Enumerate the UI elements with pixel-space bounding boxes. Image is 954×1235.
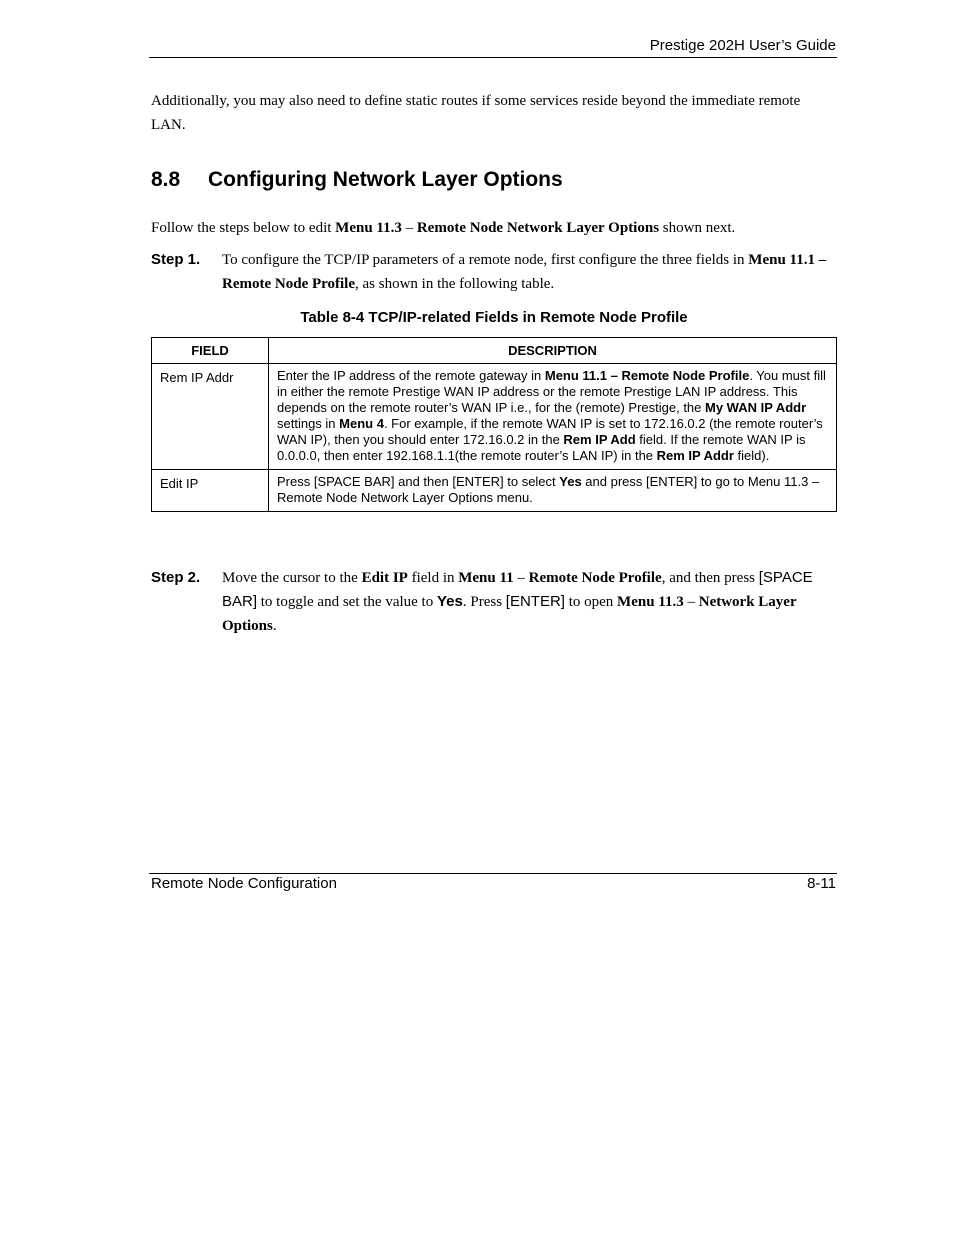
field-cell: Rem IP Addr <box>152 364 269 470</box>
table-caption: Table 8-4 TCP/IP-related Fields in Remote Node Profile <box>300 309 688 326</box>
description-cell: Press [SPACE BAR] and then [ENTER] to select Yes and press [ENTER] to go to Menu 11.3 – Remote Node Network Layer Options menu. <box>269 470 837 512</box>
header-field: FIELD <box>152 338 269 364</box>
lead-paragraph: Follow the steps below to edit Menu 11.3 – Remote Node Network Layer Options shown next. <box>151 220 736 236</box>
step-2-label: Step 2. <box>151 569 201 586</box>
section-heading <box>151 168 563 192</box>
step-1-label: Step 1. <box>151 251 201 268</box>
running-header-title: Prestige 202H User’s Guide <box>649 37 836 54</box>
fields-table <box>151 337 837 512</box>
footer-rule <box>149 873 837 874</box>
step-1 <box>151 248 837 298</box>
table-row <box>152 364 837 470</box>
step-2-text: Move the cursor to the Edit IP field in Menu 11 – Remote Node Profile, and then press [SPACE BAR] to toggle and set the value to Yes. Press [ENTER] to open Menu 11.3 – Network Layer Options. <box>222 569 813 634</box>
section-number: 8.8 <box>151 168 181 191</box>
section-title: Configuring Network Layer Options <box>208 168 563 191</box>
step-2 <box>151 566 837 640</box>
footer-page-number: 8-11 <box>807 875 836 892</box>
menu-name-ref: Remote Node Network Layer Options <box>416 220 660 236</box>
field-cell: Edit IP <box>152 470 269 512</box>
step-1-text: To configure the TCP/IP parameters of a remote node, first configure the three fields in Menu 11.1 – Remote Node Profile, as shown in the following table. <box>222 252 827 292</box>
menu-ref: Menu 11.3 <box>335 220 402 236</box>
footer-chapter-title: Remote Node Configuration <box>151 875 337 892</box>
header-description: DESCRIPTION <box>269 338 837 364</box>
table-header-row <box>152 338 837 364</box>
header-rule <box>149 57 837 58</box>
description-cell: Enter the IP address of the remote gateway in Menu 11.1 – Remote Node Profile. You must fill in either the remote Prestige WAN IP address or the remote Prestige LAN IP address. This depends on the remote router’s WAN IP i.e., for the (remote) Prestige, the My WAN IP Addr settings in Menu 4. For example, if the remote WAN IP is set to 172.16.0.2 (the remote router’s WAN IP), then you should enter 172.16.0.2 in the Rem IP Add field. If the remote WAN IP is 0.0.0.0, then enter 192.168.1.1(the remote router’s LAN IP) in the Rem IP Addr field). <box>269 364 837 470</box>
table-row <box>152 470 837 512</box>
intro-paragraph: Additionally, you may also need to define static routes if some services reside beyond the immediate remote LAN. <box>151 93 801 133</box>
